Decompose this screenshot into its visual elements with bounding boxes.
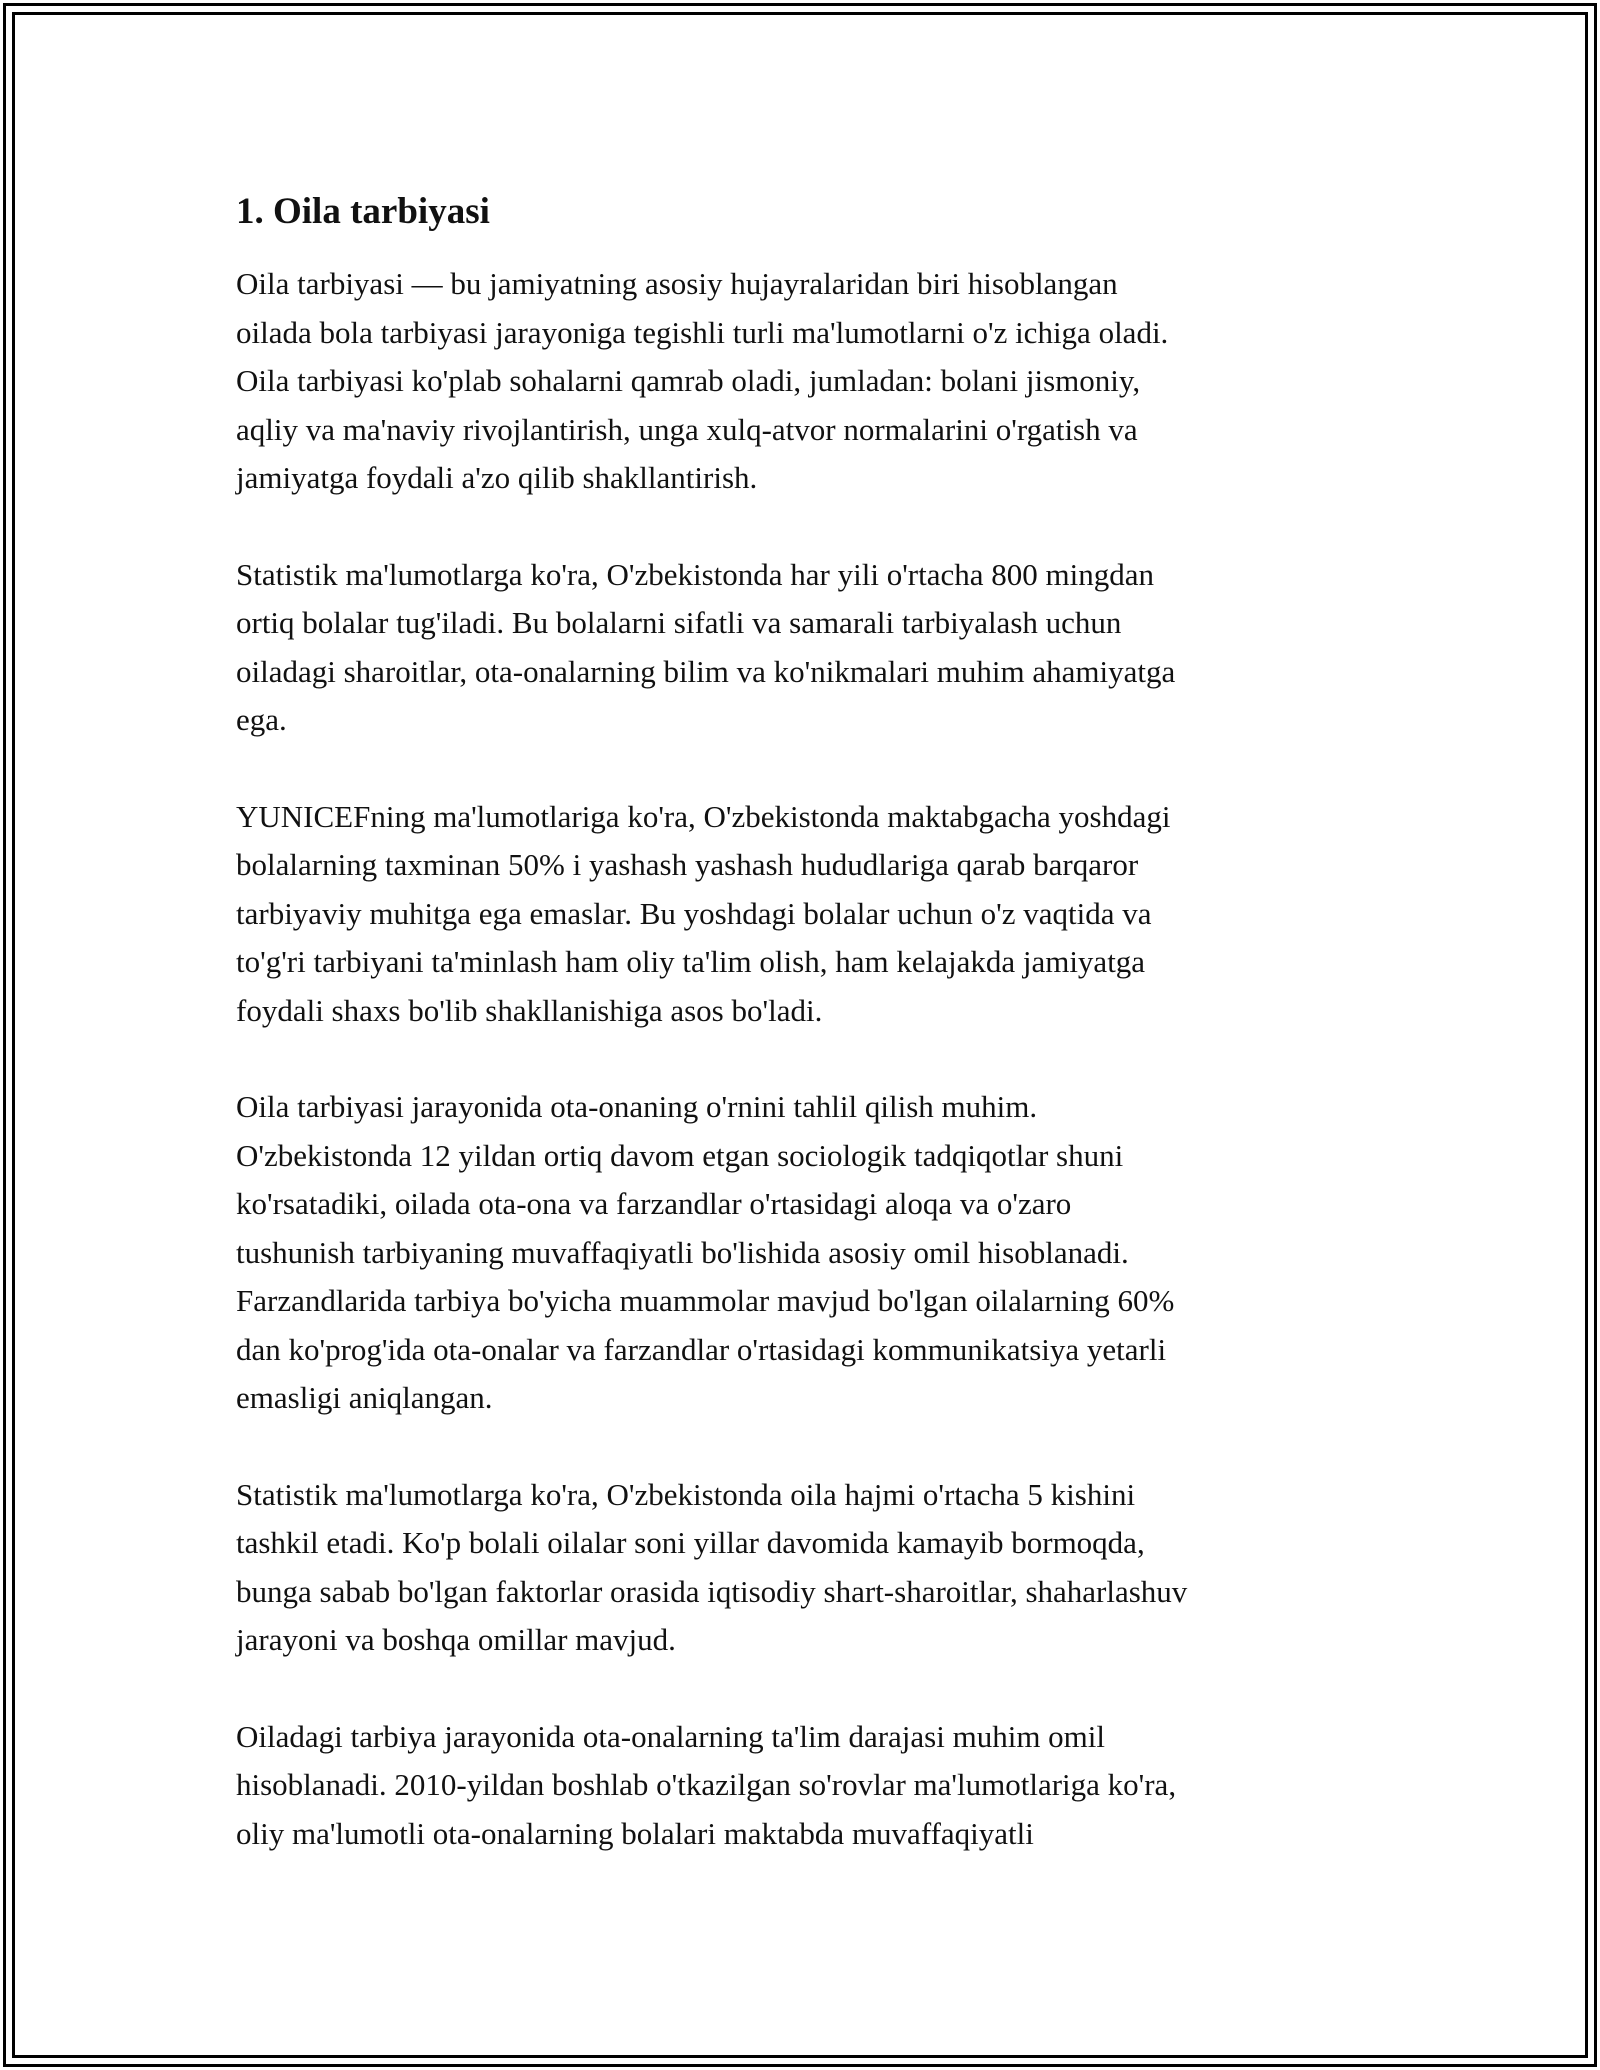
paragraph-3	[236, 793, 1376, 1036]
paragraph-6	[236, 1713, 1376, 1859]
paragraph-line: bunga sabab bo'lgan faktorlar orasida iqtisodiy shart-sharoitlar, shaharlashuv	[236, 1573, 1188, 1609]
paragraph-line: ega.	[236, 702, 287, 737]
paragraph-line: tushunish tarbiyaning muvaffaqiyatli bo'lishida asosiy omil hisoblanadi.	[236, 1234, 1129, 1270]
paragraph-4	[236, 1083, 1376, 1423]
paragraph-line: Oila tarbiyasi ko'plab sohalarni qamrab oladi, jumladan: bolani jismoniy,	[236, 363, 1141, 398]
paragraph-line: Statistik ma'lumotlarga ko'ra, O'zbekistonda oila hajmi o'rtacha 5 kishini	[236, 1476, 1136, 1512]
section-heading: 1. Oila tarbiyasi	[236, 191, 490, 232]
paragraph-line: Statistik ma'lumotlarga ko'ra, O'zbekistonda har yili o'rtacha 800 mingdan	[236, 556, 1154, 592]
paragraph-line: tashkil etadi. Ko'p bolali oilalar soni yillar davomida kamayib bormoqda,	[236, 1525, 1145, 1560]
paragraph-line: emasligi aniqlangan.	[236, 1380, 493, 1415]
paragraph-line: Oila tarbiyasi jarayonida ota-onaning o'rnini tahlil qilish muhim.	[236, 1089, 1038, 1124]
paragraph-line: YUNICEFning ma'lumotlariga ko'ra, O'zbekistonda maktabgacha yoshdagi	[236, 798, 1171, 834]
document-body	[236, 190, 1376, 1906]
paragraph-line: tarbiyaviy muhitga ega emaslar. Bu yoshdagi bolalar uchun o'z vaqtida va	[236, 895, 1152, 931]
paragraph-line: oliy ma'lumotli ota-onalarning bolalari maktabda muvaffaqiyatli	[236, 1815, 1034, 1851]
paragraph-line: jamiyatga foydali a'zo qilib shakllantirish.	[236, 460, 758, 495]
paragraph-line: ortiq bolalar tug'iladi. Bu bolalarni sifatli va samarali tarbiyalash uchun	[236, 605, 1122, 640]
paragraph-line: hisoblanadi. 2010-yildan boshlab o'tkazilgan so'rovlar ma'lumotlariga ko'ra,	[236, 1767, 1177, 1802]
paragraph-line: Farzandlarida tarbiya bo'yicha muammolar mavjud bo'lgan oilalarning 60%	[236, 1283, 1175, 1318]
paragraph-line: Oiladagi tarbiya jarayonida ota-onalarning ta'lim darajasi muhim omil	[236, 1718, 1106, 1754]
paragraph-line: foydali shaxs bo'lib shakllanishiga asos bo'ladi.	[236, 992, 823, 1028]
paragraph-line: dan ko'prog'ida ota-onalar va farzandlar o'rtasidagi kommunikatsiya yetarli	[236, 1331, 1167, 1367]
paragraph-line: oilada bola tarbiyasi jarayoniga tegishli turli ma'lumotlarni o'z ichiga oladi.	[236, 314, 1169, 350]
paragraph-line: bolalarning taxminan 50% i yashash yashash hududlariga qarab barqaror	[236, 847, 1139, 882]
paragraph-line: ko'rsatadiki, oilada ota-ona va farzandlar o'rtasidagi aloqa va o'zaro	[236, 1186, 1072, 1221]
paragraph-line: Oila tarbiyasi — bu jamiyatning asosiy hujayralaridan biri hisoblangan	[236, 266, 1118, 301]
paragraph-line: aqliy va ma'naviy rivojlantirish, unga xulq-atvor normalarini o'rgatish va	[236, 411, 1138, 447]
paragraph-2	[236, 551, 1376, 745]
paragraph-1	[236, 260, 1376, 503]
paragraph-line: oiladagi sharoitlar, ota-onalarning bilim va ko'nikmalari muhim ahamiyatga	[236, 653, 1176, 689]
paragraph-line: to'g'ri tarbiyani ta'minlash ham oliy ta'lim olish, ham kelajakda jamiyatga	[236, 944, 1146, 979]
paragraph-line: jarayoni va boshqa omillar mavjud.	[236, 1622, 676, 1657]
paragraph-line: O'zbekistonda 12 yildan ortiq davom etgan sociologik tadqiqotlar shuni	[236, 1137, 1124, 1173]
paragraph-5	[236, 1471, 1376, 1665]
